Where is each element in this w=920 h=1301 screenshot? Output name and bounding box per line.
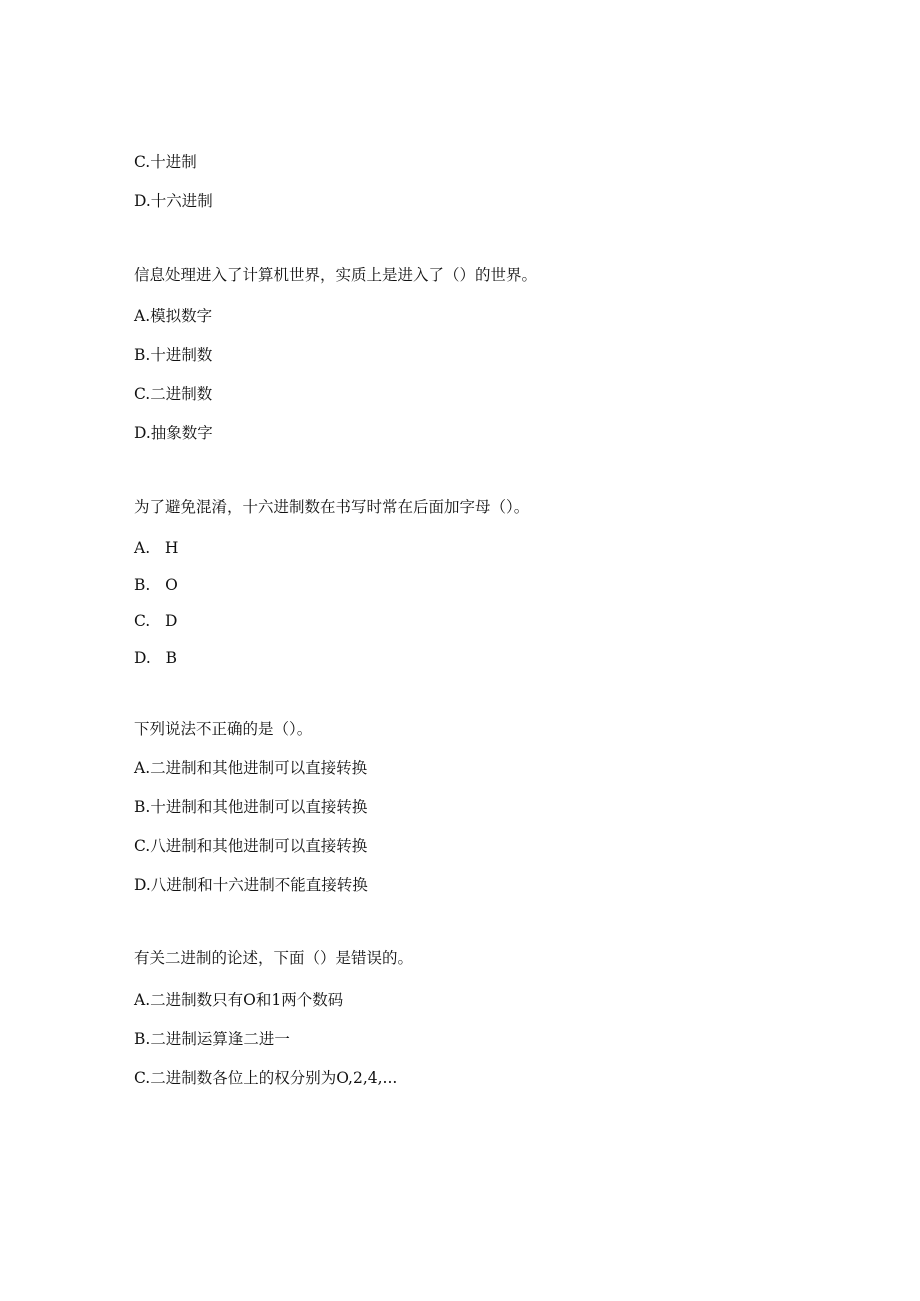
option-a: A.二进制数只有O和1两个数码: [134, 991, 344, 1009]
option-a: A. H: [134, 539, 179, 557]
option-d-hexadecimal: D.十六进制: [134, 192, 213, 210]
option-a: A.二进制和其他进制可以直接转换: [134, 759, 368, 777]
option-d: D.抽象数字: [134, 424, 213, 442]
option-c: C. D: [134, 612, 178, 630]
option-d: D.八进制和十六进制不能直接转换: [134, 876, 368, 894]
question-hex-suffix: 为了避免混淆，十六进制数在书写时常在后面加字母（）。: [134, 498, 530, 516]
option-a: A.模拟数字: [134, 307, 213, 325]
question-incorrect-statement: 下列说法不正确的是（）。: [134, 720, 313, 738]
option-d: D. B: [134, 649, 177, 667]
option-b: B.二进制运算逢二进一: [134, 1030, 290, 1048]
option-c-decimal: C.十进制: [134, 153, 197, 171]
option-b: B.十进制和其他进制可以直接转换: [134, 798, 368, 816]
question-binary-error: 有关二进制的论述，下面（）是错误的。: [134, 949, 414, 967]
option-c: C.八进制和其他进制可以直接转换: [134, 837, 368, 855]
option-c: C.二进制数各位上的权分别为O,2,4,...: [134, 1069, 398, 1087]
question-computer-world: 信息处理进入了计算机世界，实质上是进入了（）的世界。: [134, 266, 538, 284]
option-b: B.十进制数: [134, 346, 213, 364]
option-c: C.二进制数: [134, 385, 213, 403]
option-b: B. O: [134, 576, 178, 594]
